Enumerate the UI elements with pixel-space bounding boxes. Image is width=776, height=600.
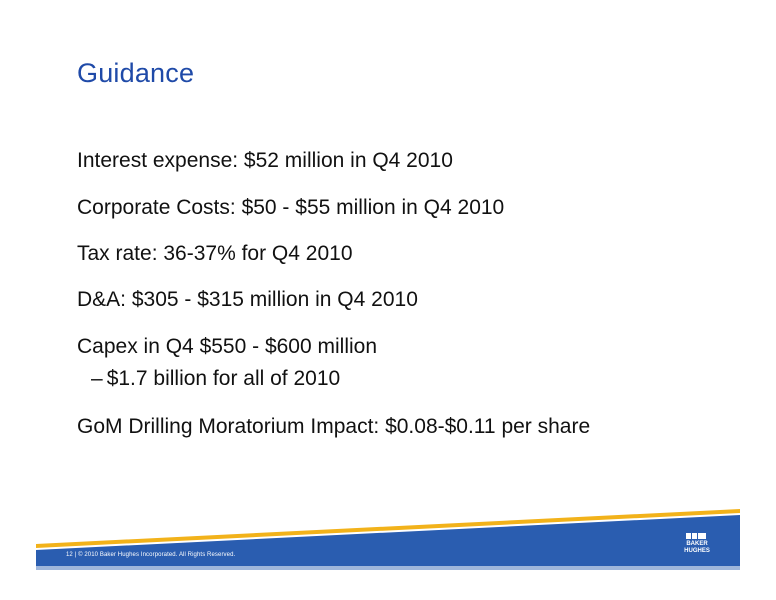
slide-title: Guidance <box>77 58 195 88</box>
bullet-corporate-costs: Corporate Costs: $50 - $55 million in Q4 2010 <box>77 196 505 219</box>
bullet-interest-expense: Interest expense: $52 million in Q4 2010 <box>77 149 453 172</box>
dash-marker: – <box>91 367 103 390</box>
logo-wordmark <box>670 541 724 555</box>
footer-copyright: 12 | © 2010 Baker Hughes Incorporated. All Rights Reserved. <box>66 552 236 558</box>
sub-bullet-capex-annual <box>91 366 340 392</box>
bullet-tax-rate: Tax rate: 36-37% for Q4 2010 <box>77 242 353 265</box>
footer-light-band <box>36 566 740 570</box>
logo-line-hughes: HUGHES <box>684 548 710 554</box>
bullet-gom-moratorium-impact: GoM Drilling Moratorium Impact: $0.08-$0.11 per share <box>77 415 591 438</box>
bullet-depreciation-amortization: D&A: $305 - $315 million in Q4 2010 <box>77 288 418 311</box>
footer-band <box>0 500 776 600</box>
logo-line-baker: BAKER <box>686 541 708 547</box>
bullet-capex: Capex in Q4 $550 - $600 million <box>77 335 378 358</box>
sub-bullet-text: $1.7 billion for all of 2010 <box>106 367 341 390</box>
